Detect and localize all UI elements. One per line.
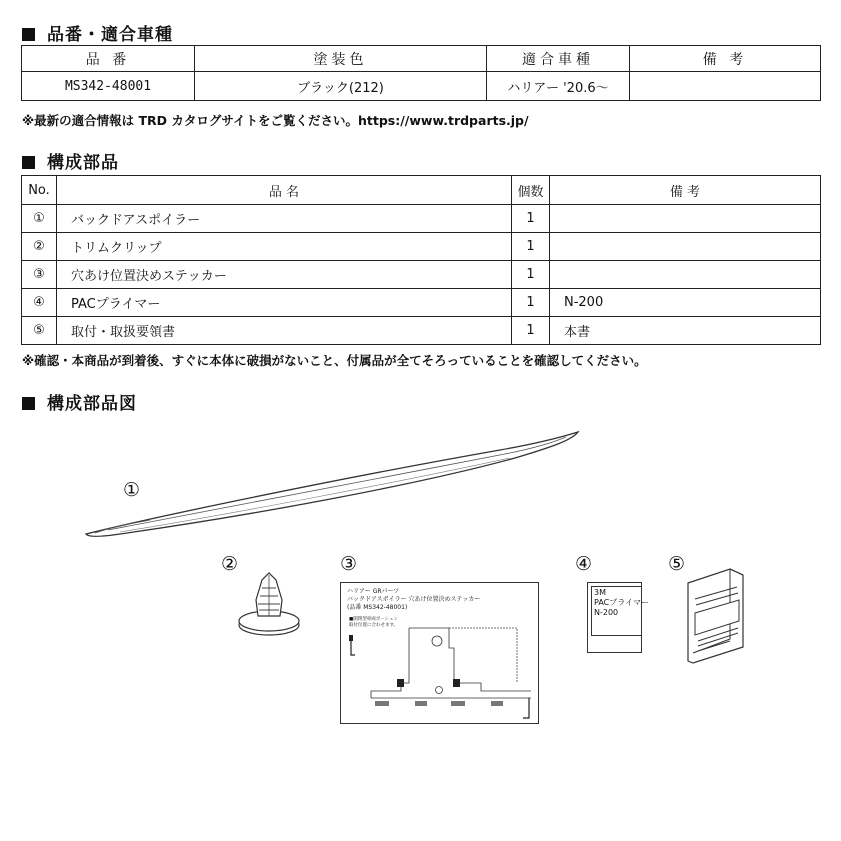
manual-booklet-drawing (685, 565, 755, 665)
table-row: ③ 穴あけ位置決めステッカー 1 (22, 261, 821, 289)
header-remarks: 備 考 (550, 176, 821, 205)
trim-clip-drawing (236, 570, 306, 640)
catalog-note: ※最新の適合情報は TRD カタログサイトをご覧ください。https://www.trdparts.jp/ (22, 113, 529, 128)
sticker-template-drawing (341, 583, 538, 723)
header-remarks: 備 考 (630, 46, 821, 72)
section-heading-component-diagram: 構成部品図 (22, 389, 137, 414)
label-sticker: ③ (340, 553, 358, 575)
table-row: ⑤ 取付・取扱要領書 1 本書 (22, 317, 821, 345)
section-heading-part-number: 品番・適合車種 (22, 20, 173, 45)
header-no: No. (22, 176, 57, 205)
label-spoiler: ① (123, 479, 141, 501)
primer-packet: 3M PACプライマー N-200 (587, 582, 642, 653)
header-part-number: 品 番 (22, 46, 195, 72)
drilling-sticker: ハリアー GRパーツ バックドアスポイラー 穴あけ位置決めステッカー (品番 MS342-48001) ■開閉型車両ボーシュン 取付位置に合わせます。 (340, 582, 539, 724)
label-trim-clip: ② (221, 553, 239, 575)
header-paint-color: 塗装色 (195, 46, 487, 72)
inspection-note: ※確認・本商品が到着後、すぐに本体に破損がないこと、付属品が全てそろっていることを確認してください。 (22, 353, 647, 368)
label-manual: ⑤ (668, 553, 686, 575)
table-row: ② トリムクリップ 1 (22, 233, 821, 261)
table-row: ① バックドアスポイラー 1 (22, 205, 821, 233)
cell-compatible-vehicle: ハリアー '20.6～ (487, 72, 630, 101)
header-item-name: 品 名 (57, 176, 512, 205)
section-heading-components: 構成部品 (22, 148, 119, 173)
cell-paint-color: ブラック(212) (195, 72, 487, 101)
header-quantity: 個数 (512, 176, 550, 205)
cell-part-number: MS342-48001 (22, 72, 195, 101)
label-primer: ④ (575, 553, 593, 575)
table-row: ④ PACプライマー 1 N-200 (22, 289, 821, 317)
header-compatible-vehicle: 適合車種 (487, 46, 630, 72)
